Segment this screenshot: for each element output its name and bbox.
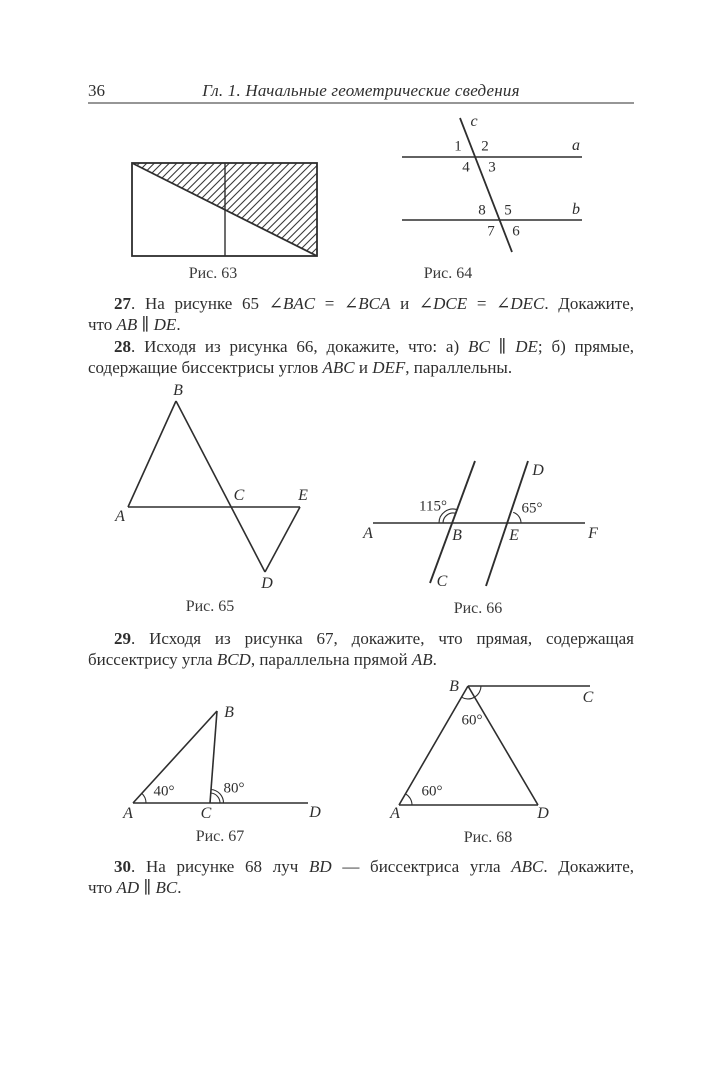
problem-29-line-2: биссектрису угла BCD, параллельна прямой AB. — [88, 650, 437, 669]
problem-30-line-2: что AD ∥ BC. — [88, 878, 182, 897]
figure-64-drawing — [395, 110, 605, 270]
fig64-angle-7-label: 7 — [487, 223, 495, 240]
fig65-point-A-label: A — [115, 508, 125, 525]
problem-30 — [88, 856, 634, 898]
figure-63-drawing — [125, 110, 325, 265]
fig66-point-F-label: F — [588, 525, 598, 542]
fig64-angle-4-label: 4 — [462, 159, 470, 176]
fig67-angle-80-label: 80° — [223, 780, 245, 797]
figure-64-caption: Рис. 64 — [423, 265, 473, 282]
figure-65-caption: Рис. 65 — [185, 598, 235, 615]
fig68-point-C-label: C — [582, 689, 594, 706]
problem-27 — [88, 293, 634, 335]
figure-68-caption: Рис. 68 — [463, 829, 513, 846]
problem-30-line-1: 30. На рисунке 68 луч BD — биссектриса угла ABC. Докажите, — [114, 857, 634, 876]
chapter-header: Гл. 1. Начальные геометрические сведения — [202, 81, 520, 100]
figure-64 — [395, 110, 605, 290]
figure-67 — [100, 690, 340, 850]
fig64-line-a-label: a — [572, 137, 580, 154]
figure-66-drawing — [360, 440, 610, 625]
fig65-point-E-label: E — [298, 487, 308, 504]
fig67-point-A-label: A — [123, 805, 133, 822]
fig66-point-B-label: B — [452, 527, 462, 544]
problem-27-line-2: что AB ∥ DE. — [88, 315, 181, 334]
problem-27-line-1: 27. На рисунке 65 ∠BAC = ∠BCA и ∠DCE = ∠DEC. Докажите, — [114, 294, 634, 313]
fig65-point-C-label: C — [233, 487, 245, 504]
figure-66-caption: Рис. 66 — [453, 600, 503, 617]
fig64-angle-1-label: 1 — [454, 138, 462, 155]
problem-28-line-2: содержащие биссектрисы углов ABC и DEF, параллельны. — [88, 358, 513, 377]
figure-68 — [380, 670, 610, 850]
fig64-angle-5-label: 5 — [504, 202, 512, 219]
fig68-point-A-label: A — [390, 805, 400, 822]
figure-65-drawing — [90, 380, 330, 620]
figure-63-caption: Рис. 63 — [188, 265, 238, 282]
page-number: 36 — [88, 81, 105, 100]
fig66-angle-65-label: 65° — [521, 500, 543, 517]
figure-65 — [90, 380, 330, 620]
fig66-point-A-label: A — [363, 525, 373, 542]
figure-63 — [125, 110, 325, 285]
fig66-point-E-label: E — [509, 527, 519, 544]
fig64-line-c-label: c — [470, 113, 478, 130]
fig64-angle-8-label: 8 — [478, 202, 486, 219]
fig68-angle-60-A-label: 60° — [421, 783, 443, 800]
figure-68-drawing — [380, 670, 610, 850]
figure-67-drawing — [100, 690, 340, 850]
fig64-line-b-label: b — [572, 201, 580, 218]
fig65-point-D-label: D — [261, 575, 273, 592]
fig66-angle-115-label: 115° — [419, 498, 447, 515]
figure-66 — [360, 440, 610, 625]
fig64-angle-2-label: 2 — [481, 138, 489, 155]
problem-29-line-1: 29. Исходя из рисунка 67, докажите, что прямая, содержащая — [114, 629, 634, 648]
fig64-angle-6-label: 6 — [512, 223, 520, 240]
figure-67-caption: Рис. 67 — [195, 828, 245, 845]
header-rule — [88, 102, 634, 104]
fig67-point-B-label: B — [224, 704, 234, 721]
problem-28-line-1: 28. Исходя из рисунка 66, докажите, что: а) BC ∥ DE; б) прямые, — [114, 337, 634, 356]
fig64-angle-3-label: 3 — [488, 159, 496, 176]
fig66-point-D-label: D — [532, 462, 544, 479]
fig68-point-B-label: B — [449, 678, 459, 695]
fig66-point-C-label: C — [436, 573, 448, 590]
fig67-point-C-label: C — [200, 805, 212, 822]
fig68-point-D-label: D — [537, 805, 549, 822]
problem-28 — [88, 336, 634, 378]
fig67-point-D-label: D — [309, 804, 321, 821]
fig68-angle-60-B-label: 60° — [461, 712, 483, 729]
fig67-angle-40-label: 40° — [153, 783, 175, 800]
problem-29 — [88, 628, 634, 670]
fig65-point-B-label: B — [173, 382, 183, 399]
